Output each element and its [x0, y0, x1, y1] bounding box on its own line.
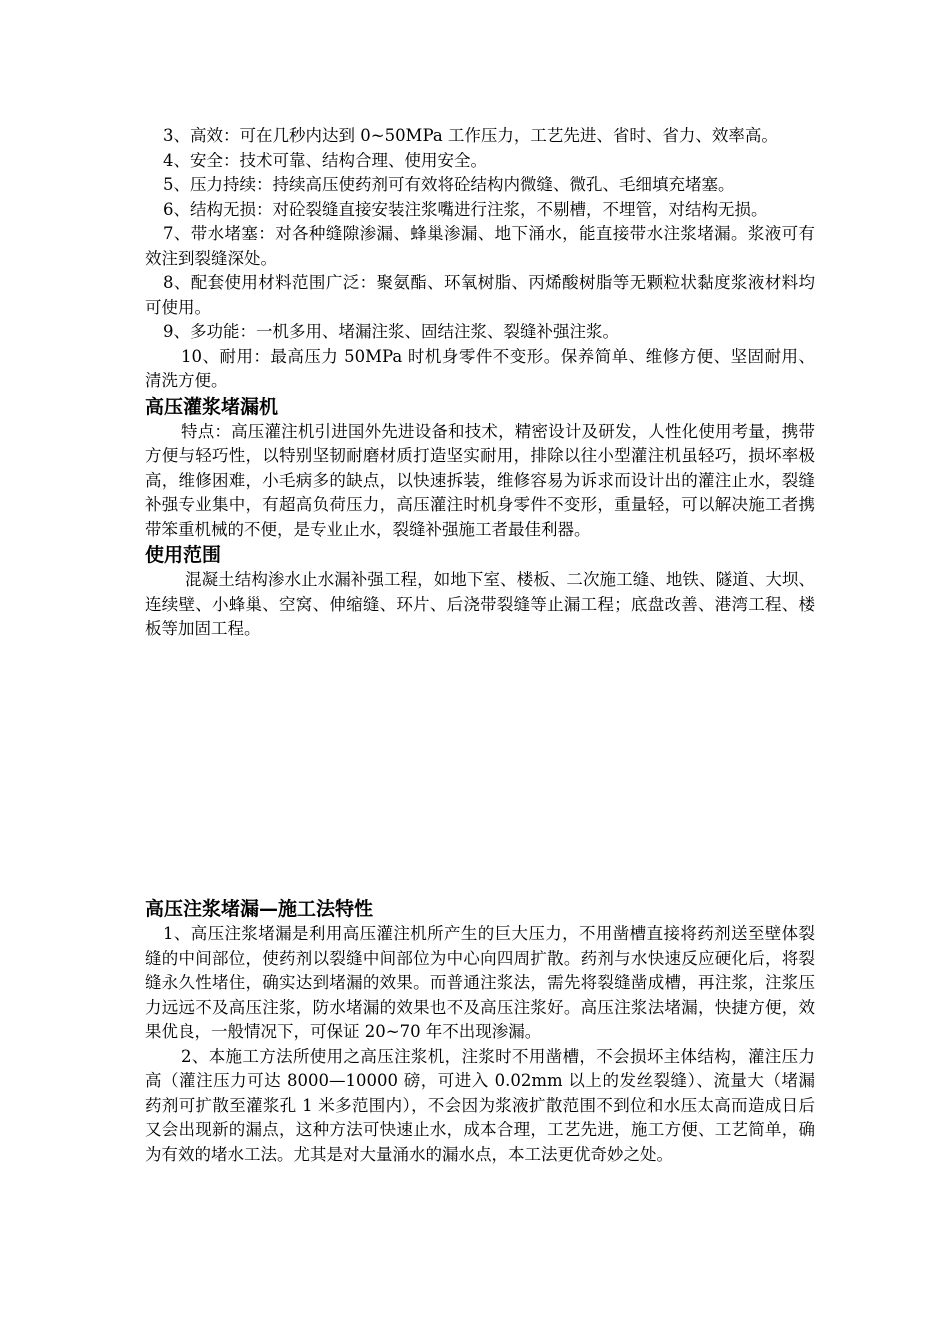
feature-item: 7、带水堵塞：对各种缝隙渗漏、蜂巢渗漏、地下涌水，能直接带水注浆堵漏。浆液可有效注到裂缝深处。 — [145, 224, 815, 268]
method-paragraph-1: 1、高压注浆堵漏是利用高压灌注机所产生的巨大压力，不用凿槽直接将药剂送至壁体裂缝的中间部位，使药剂以裂缝中间部位为中心向四周扩散。药剂与水快速反应硬化后，将裂缝永久性堵住，确实达到堵漏的效果。而普通注浆法，需先将裂缝凿成槽，再注浆，注浆压力远远不及高压注浆，防水堵漏的效果也不及高压注浆好。高压注浆法堵漏，快捷方便，效果优良，一般情况下，可保证 20~70 年不出现渗漏。 — [145, 924, 815, 1041]
feature-list — [145, 124, 815, 642]
usage-heading: 使用范围 — [145, 544, 222, 566]
method-section — [145, 896, 815, 1167]
feature-item: 5、压力持续：持续高压使药剂可有效将砼结构内微缝、微孔、毛细填充堵塞。 — [163, 175, 735, 194]
feature-item: 8、配套使用材料范围广泛：聚氨酯、环氧树脂、丙烯酸树脂等无颗粒状黏度浆液材料均可使用。 — [145, 273, 815, 317]
machine-description: 特点：高压灌注机引进国外先进设备和技术，精密设计及研发，人性化使用考量，携带方便与轻巧性，以特别坚韧耐磨材质打造坚实耐用，排除以往小型灌注机虽轻巧，损坏率极高，维修困难，小毛病多的缺点，以快速拆装，维修容易为诉求而设计出的灌注止水，裂缝补强专业集中，有超高负荷压力，高压灌注时机身零件不变形，重量轻，可以解决施工者携带笨重机械的不便，是专业止水，裂缝补强施工者最佳利器。 — [145, 421, 815, 539]
feature-item: 9、多功能：一机多用、堵漏注浆、固结注浆、裂缝补强注浆。 — [163, 322, 619, 341]
usage-description: 混凝土结构渗水止水漏补强工程，如地下室、楼板、二次施工缝、地铁、隧道、大坝、连续壁、小蜂巢、空窝、伸缩缝、环片、后浇带裂缝等止漏工程；底盘改善、港湾工程、楼板等加固工程。 — [145, 570, 815, 638]
method-heading: 高压注浆堵漏—施工法特性 — [145, 898, 374, 920]
feature-item: 10、耐用：最高压力 50MPa 时机身零件不变形。保养简单、维修方便、坚固耐用、清洗方便。 — [145, 346, 815, 390]
feature-item: 4、安全：技术可靠、结构合理、使用安全。 — [163, 150, 487, 170]
machine-heading: 高压灌浆堵漏机 — [145, 395, 279, 418]
feature-item: 3、高效：可在几秒内达到 0~50MPa 工作压力，工艺先进、省时、省力、效率高。 — [163, 126, 778, 145]
feature-item: 6、结构无损：对砼裂缝直接安装注浆嘴进行注浆，不剔槽，不埋管，对结构无损。 — [163, 199, 768, 219]
method-paragraph-2: 2、本施工方法所使用之高压注浆机，注浆时不用凿槽，不会损坏主体结构，灌注压力高（灌注压力可达 8000—10000 磅，可进入 0.02mm 以上的发丝裂缝）、流量大（堵漏药剂可扩散至灌浆孔 1 米多范围内），不会因为浆液扩散范围不到位和水压太高而造成日后又会出现新的漏点，这种方法可快速止水，成本合理，工艺先进，施工方便、工艺简单，确为有效的堵水工法。尤其是对大量涌水的漏水点，本工法更优奇妙之处。 — [145, 1046, 815, 1164]
